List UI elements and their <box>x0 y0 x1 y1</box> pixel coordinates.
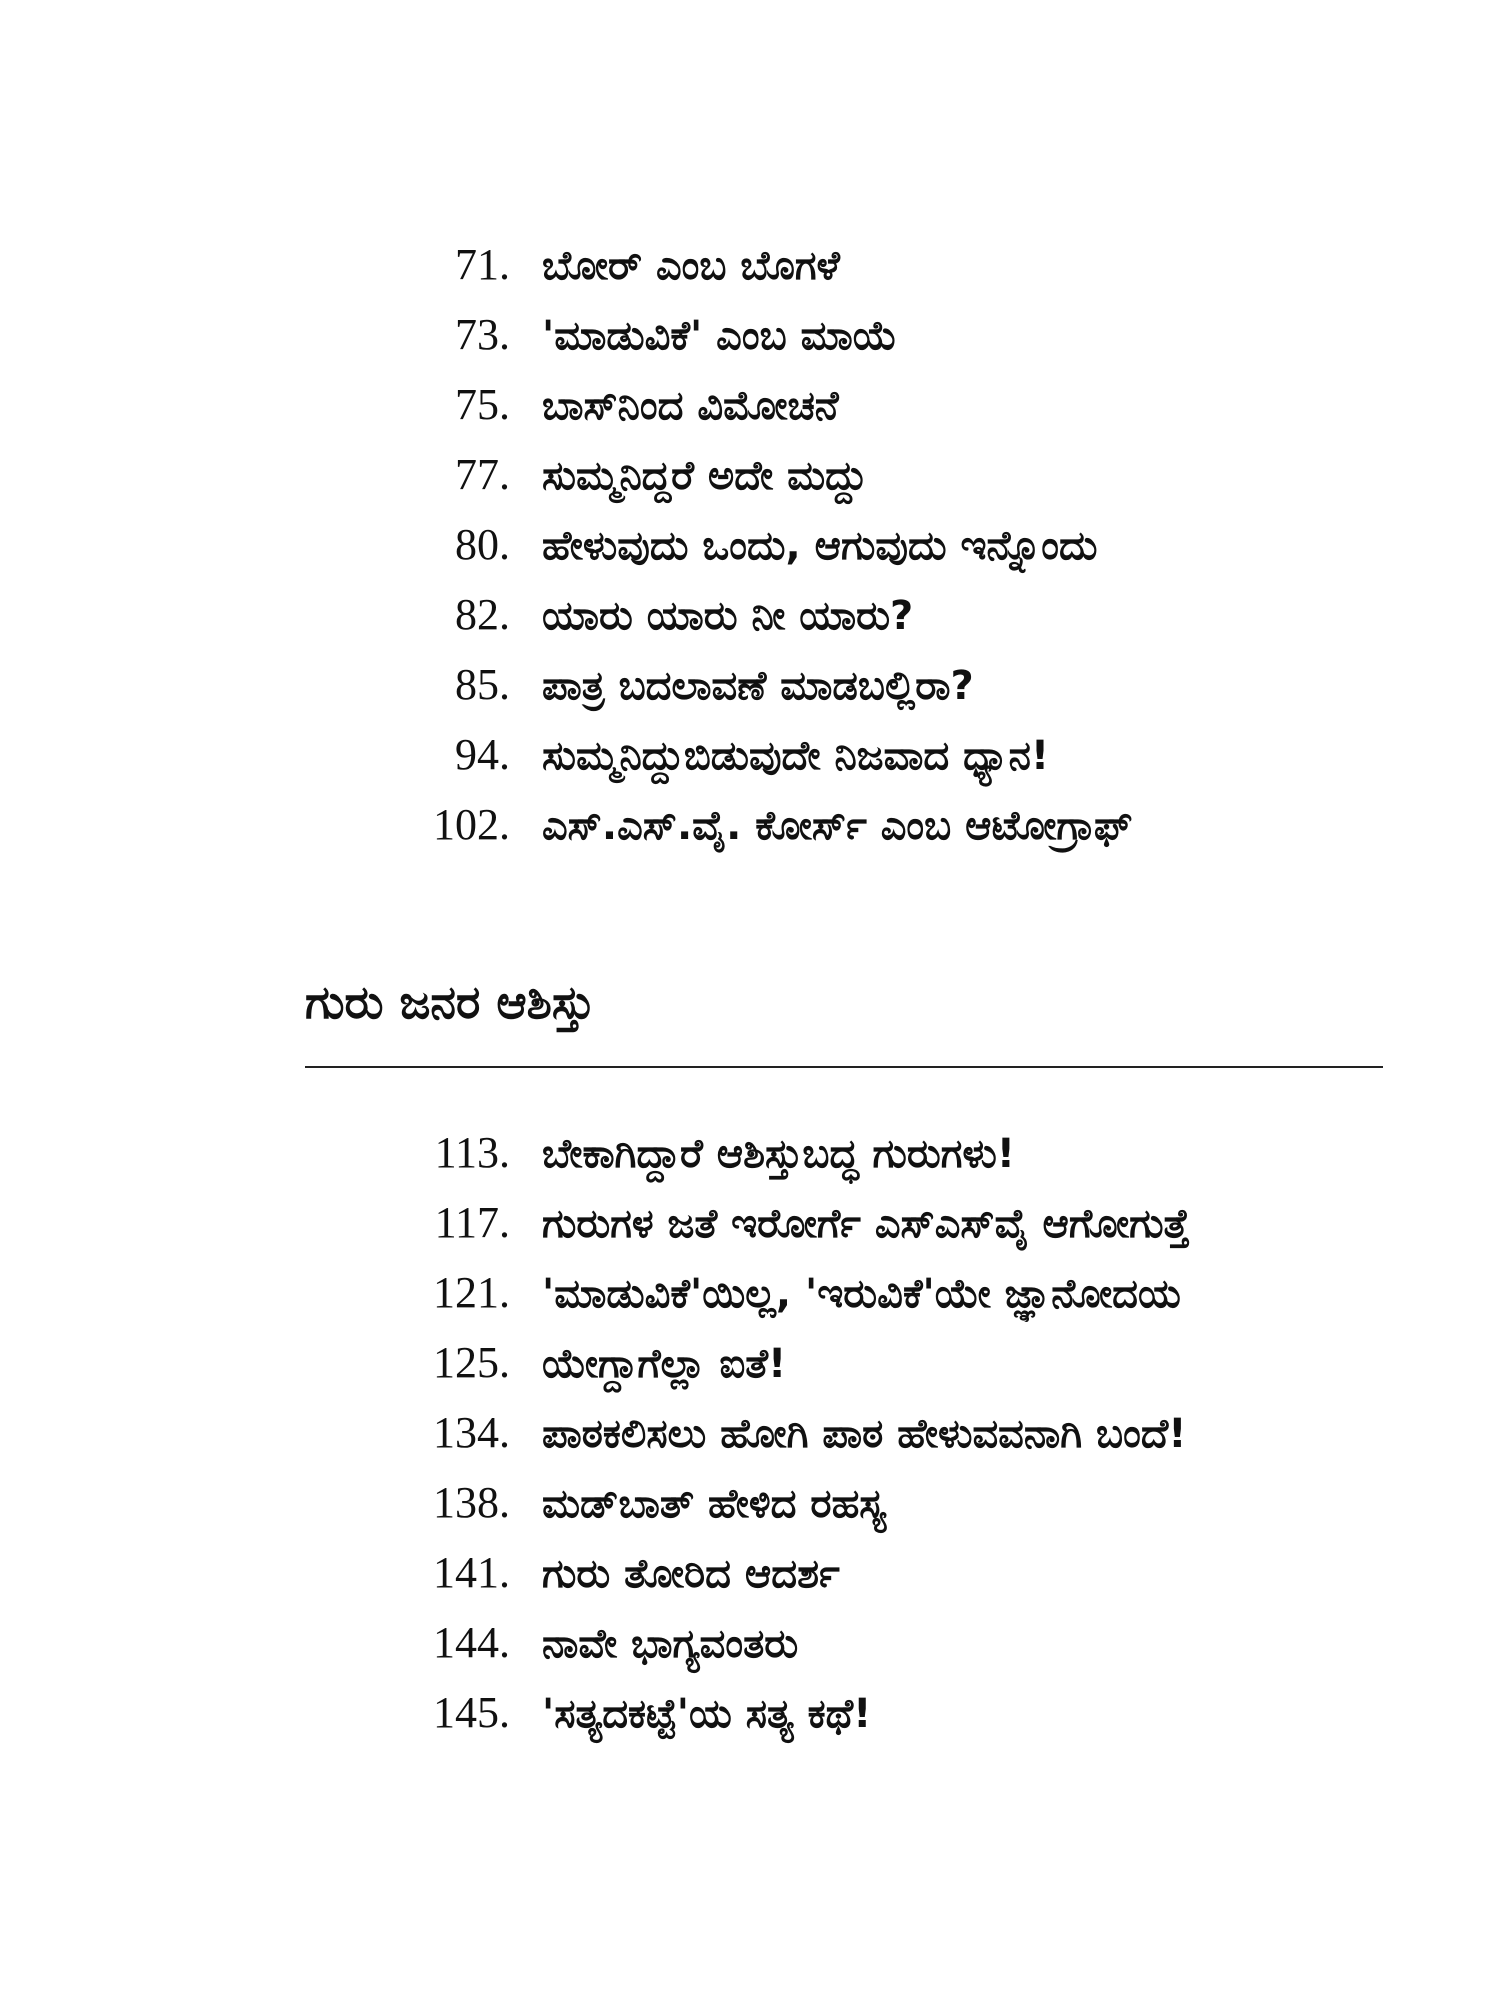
toc-page-number: 125. <box>433 1338 510 1387</box>
toc-entry-title: 'ಮಾಡುವಿಕೆ' ಎಂಬ ಮಾಯೆ <box>542 313 898 359</box>
toc-page-number: 102. <box>433 800 510 849</box>
toc-entry <box>400 580 1400 650</box>
toc-page-number: 73. <box>455 310 510 359</box>
toc-entry <box>400 720 1400 790</box>
section-heading: ಗುರು ಜನರ ಆಶಿಸ್ತು <box>305 975 595 1029</box>
toc-page-number: 71. <box>455 240 510 289</box>
toc-entry <box>400 1118 1400 1188</box>
toc-entry-title: 'ಮಾಡುವಿಕೆ'ಯಿಲ್ಲ, 'ಇರುವಿಕೆ'ಯೇ ಜ್ಞಾನೋದಯ <box>542 1271 1181 1317</box>
toc-list-part1 <box>400 230 1400 860</box>
toc-entry-title: ಎಸ್.ಎಸ್.ವೈ. ಕೋರ್ಸ್ ಎಂಬ ಆಟೋಗ್ರಾಫ್ <box>542 803 1133 849</box>
toc-entry-title: ಬಾಸ್‌ನಿಂದ ವಿಮೋಚನೆ <box>542 383 839 429</box>
toc-page-number: 144. <box>433 1618 510 1667</box>
toc-entry-title: ಬೇಕಾಗಿದ್ದಾರೆ ಆಶಿಸ್ತುಬದ್ಧ ಗುರುಗಳು! <box>542 1131 1016 1177</box>
toc-page-number: 141. <box>433 1548 510 1597</box>
toc-entry <box>400 370 1400 440</box>
section-divider <box>305 1066 1383 1068</box>
toc-entry <box>400 1468 1400 1538</box>
toc-page-number: 138. <box>433 1478 510 1527</box>
toc-entry <box>400 1188 1400 1258</box>
toc-entry-title: ಯಾರು ಯಾರು ನೀ ಯಾರು? <box>542 593 914 639</box>
toc-page-number: 75. <box>455 380 510 429</box>
toc-entry <box>400 1678 1400 1748</box>
toc-entry <box>400 1538 1400 1608</box>
toc-page-number: 82. <box>455 590 510 639</box>
toc-entry <box>400 230 1400 300</box>
toc-page-number: 80. <box>455 520 510 569</box>
toc-page-number: 145. <box>433 1688 510 1737</box>
toc-entry-title: ಮಡ್‌ಬಾತ್ ಹೇಳಿದ ರಹಸ್ಯ <box>542 1481 887 1527</box>
toc-entry <box>400 650 1400 720</box>
toc-entry <box>400 1608 1400 1678</box>
toc-entry-title: ನಾವೇ ಭಾಗ್ಯವಂತರು <box>542 1621 799 1667</box>
toc-page-number: 77. <box>455 450 510 499</box>
toc-list-part2 <box>400 1118 1400 1748</box>
toc-entry-title: ಪಾತ್ರ ಬದಲಾವಣೆ ಮಾಡಬಲ್ಲಿರಾ? <box>542 663 974 709</box>
toc-entry-title: ಗುರು ತೋರಿದ ಆದರ್ಶ <box>542 1551 840 1597</box>
toc-page-number: 121. <box>433 1268 510 1317</box>
toc-page-number: 94. <box>455 730 510 779</box>
toc-page-number: 113. <box>434 1128 510 1177</box>
toc-entry-title: ಬೋರ್ ಎಂಬ ಬೊಗಳೆ <box>542 243 840 289</box>
toc-entry <box>400 1328 1400 1398</box>
toc-entry <box>400 790 1400 860</box>
toc-entry-title: ಹೇಳುವುದು ಒಂದು, ಆಗುವುದು ಇನ್ನೊಂದು <box>542 523 1098 569</box>
toc-entry <box>400 300 1400 370</box>
toc-entry-title: ಸುಮ್ಮನಿದ್ದುಬಿಡುವುದೇ ನಿಜವಾದ ಧ್ಯಾನ! <box>542 733 1050 779</box>
toc-entry-title: ಯೇಗ್ದಾಗೆಲ್ಲಾ ಐತೆ! <box>542 1341 787 1387</box>
toc-entry-title: 'ಸತ್ಯದಕಟ್ಟೆ'ಯ ಸತ್ಯ ಕಥೆ! <box>542 1691 872 1737</box>
toc-page-number: 134. <box>433 1408 510 1457</box>
toc-entry-title: ಸುಮ್ಮನಿದ್ದರೆ ಅದೇ ಮದ್ದು <box>542 453 868 499</box>
toc-entry <box>400 1398 1400 1468</box>
toc-entry <box>400 440 1400 510</box>
toc-entry <box>400 1258 1400 1328</box>
toc-entry-title: ಗುರುಗಳ ಜತೆ ಇರೋರ್ಗೆ ಎಸ್‌ಎಸ್‌ವೈ ಆಗೋಗುತ್ತೆ <box>542 1201 1190 1247</box>
toc-page-number: 117. <box>434 1198 510 1247</box>
toc-entry <box>400 510 1400 580</box>
toc-page-number: 85. <box>455 660 510 709</box>
toc-entry-title: ಪಾಠಕಲಿಸಲು ಹೋಗಿ ಪಾಠ ಹೇಳುವವನಾಗಿ ಬಂದೆ! <box>542 1411 1187 1457</box>
